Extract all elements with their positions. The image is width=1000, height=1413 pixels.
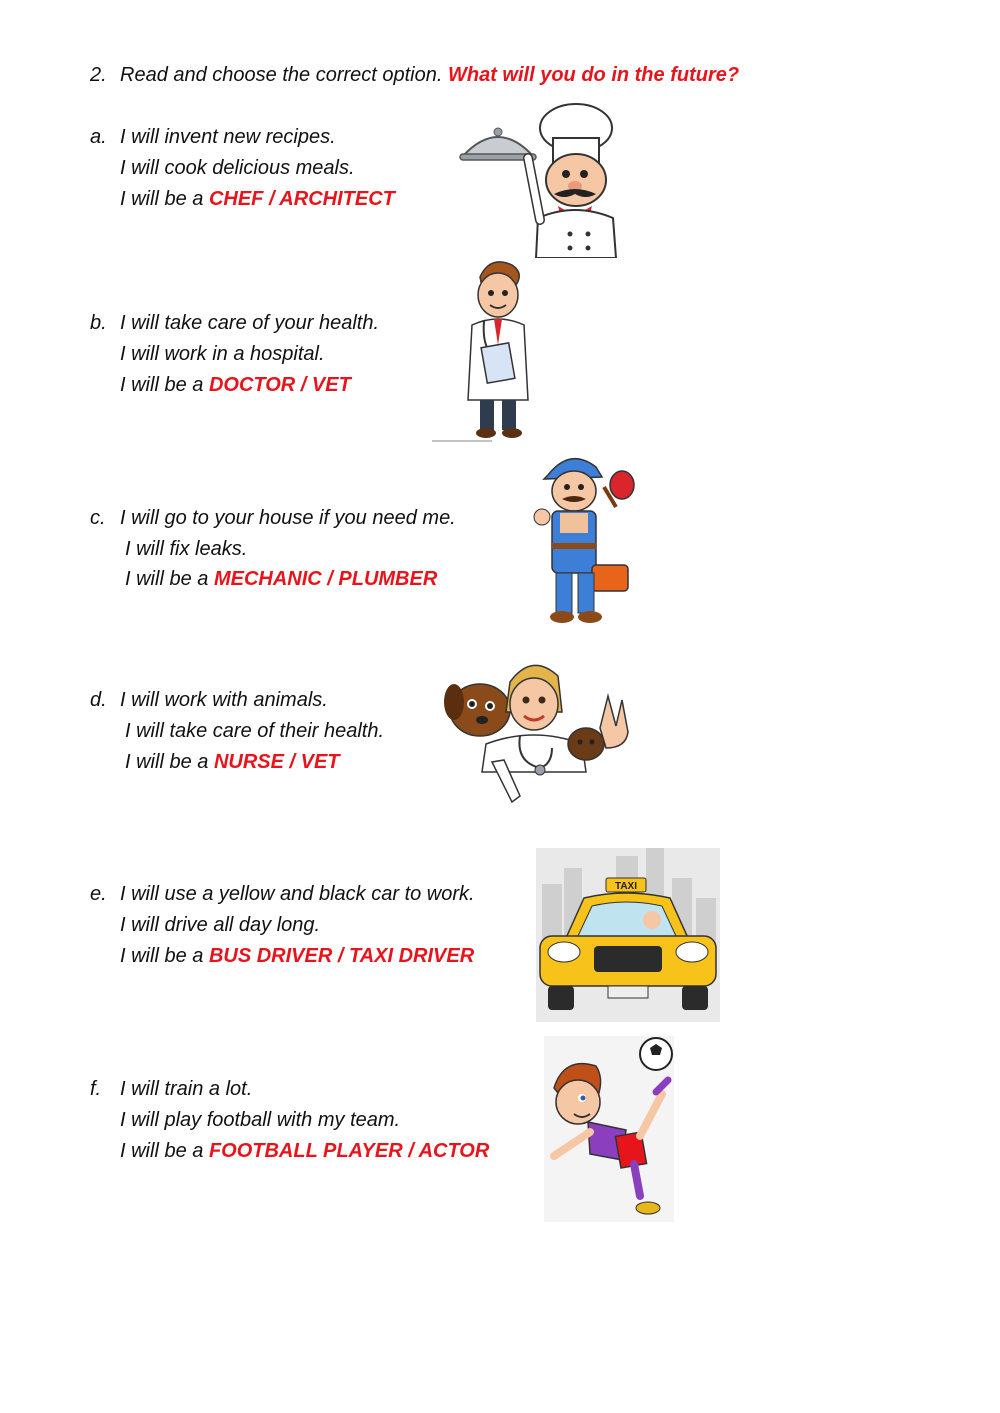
item-line: I will cook delicious meals. xyxy=(120,157,355,179)
football-player-picture xyxy=(544,1036,674,1222)
answer-options[interactable]: NURSE / VET xyxy=(213,751,340,773)
answer-prefix: I will be a xyxy=(125,751,209,773)
answer-prefix: I will be a xyxy=(120,374,204,396)
item-line: I will take care of your health. xyxy=(120,312,380,334)
answer-prefix: I will be a xyxy=(120,188,204,210)
item-line: I will play football with my team. xyxy=(120,1109,401,1131)
item-line: I will train a lot. xyxy=(120,1078,253,1100)
answer-options[interactable]: BUS DRIVER / TAXI DRIVER xyxy=(208,945,475,967)
answer-options[interactable]: MECHANIC / PLUMBER xyxy=(213,568,438,590)
vet-picture xyxy=(440,652,635,820)
item-line: I will work with animals. xyxy=(120,689,328,711)
answer-prefix: I will be a xyxy=(125,568,209,590)
answer-options[interactable]: FOOTBALL PLAYER / ACTOR xyxy=(208,1140,490,1162)
item-line: I will take care of their health. xyxy=(125,720,385,742)
doctor-picture xyxy=(432,255,552,443)
exercise-question: What will you do in the future? xyxy=(448,64,740,86)
taxi-sign-text: TAXI xyxy=(614,881,638,892)
exercise-number: 2. xyxy=(90,64,107,86)
item-letter: d. xyxy=(90,689,107,711)
item-line: I will drive all day long. xyxy=(120,914,321,936)
plumber-picture xyxy=(530,447,640,627)
item-letter: f. xyxy=(90,1078,102,1100)
exercise-instruction: Read and choose the correct option. xyxy=(120,64,443,86)
item-line: I will use a yellow and black car to work. xyxy=(120,883,475,905)
answer-prefix: I will be a xyxy=(120,1140,204,1162)
item-letter: e. xyxy=(90,883,107,905)
item-letter: a. xyxy=(90,126,107,148)
answer-prefix: I will be a xyxy=(120,945,204,967)
item-line: I will go to your house if you need me. xyxy=(120,507,456,529)
item-line: I will invent new recipes. xyxy=(120,126,336,148)
item-line: I will work in a hospital. xyxy=(120,343,325,365)
answer-options[interactable]: CHEF / ARCHITECT xyxy=(208,188,395,210)
taxi-picture xyxy=(536,848,720,1022)
item-line: I will fix leaks. xyxy=(125,538,248,560)
exercise-heading xyxy=(90,63,739,87)
item-letter: b. xyxy=(90,312,107,334)
chef-picture xyxy=(458,98,623,258)
answer-options[interactable]: DOCTOR / VET xyxy=(208,374,351,396)
item-letter: c. xyxy=(90,507,106,529)
